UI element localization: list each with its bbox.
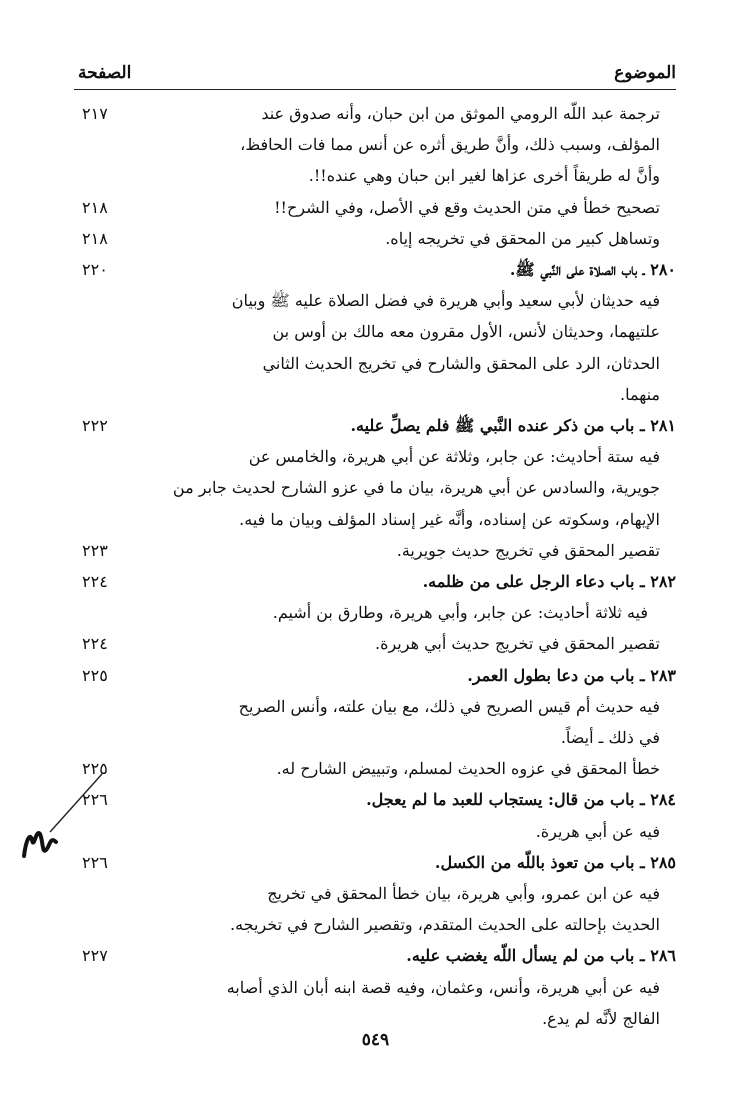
entry-text: فيه عن أبي هريرة. bbox=[535, 821, 660, 841]
page-column-header: الصفحة bbox=[78, 63, 132, 83]
table-of-contents-header bbox=[74, 55, 676, 90]
entry-text: تقصير المحقق في تخريج حديث جويرية. bbox=[396, 540, 660, 560]
entry-text: ٢٨٦ ـ باب من لم يسأل اللّه يغضب عليه. bbox=[406, 946, 676, 966]
topic-column-header: الموضوع bbox=[614, 63, 676, 83]
entry-line bbox=[74, 691, 676, 722]
entry-line bbox=[74, 192, 676, 223]
chapter-entry bbox=[74, 660, 676, 691]
entry-text: تقصير المحقق في تخريج حديث أبي هريرة. bbox=[374, 634, 660, 654]
entry-text: ٢٨١ ـ باب من ذكر عنده النَّبي ﷺ فلم يصلِّ عليه. bbox=[350, 416, 676, 435]
entry-text: فيه ثلاثة أحاديث: عن جابر، وأبي هريرة، وطارق بن أشيم. bbox=[272, 603, 648, 623]
entry-page-number: ٢٢٧ bbox=[82, 946, 108, 966]
entry-line bbox=[74, 909, 676, 940]
entry-text: وتساهل كبير من المحقق في تخريجه إياه. bbox=[385, 228, 660, 248]
entry-text: الحديث بإحالته على الحديث المتقدم، وتقصير الشارح في تخريجه. bbox=[230, 915, 660, 935]
entry-line bbox=[74, 129, 676, 160]
entry-page-number: ٢٢٥ bbox=[82, 759, 108, 779]
entry-text: خطأ المحقق في عزوه الحديث لمسلم، وتبييض الشارح له. bbox=[276, 759, 660, 779]
entry-line bbox=[74, 379, 676, 410]
entry-line bbox=[74, 972, 676, 1003]
entry-line bbox=[74, 316, 676, 347]
entry-text: ٢٨٠ ـ باب الصلاة على النَّبي ﷺ. bbox=[509, 260, 676, 279]
chapter-entry bbox=[74, 254, 676, 285]
entry-text: الإيهام، وسكوته عن إسناده، وأنَّه غير إسناد المؤلف وبيان ما فيه. bbox=[239, 509, 660, 529]
entry-line bbox=[74, 597, 676, 628]
entry-line bbox=[74, 816, 676, 847]
entry-text: الفالج لأنَّه لم يدع. bbox=[542, 1008, 660, 1028]
entry-page-number: ٢١٨ bbox=[82, 197, 108, 217]
page-number: ٥٤٩ bbox=[361, 1030, 390, 1050]
entry-text: ٢٨٣ ـ باب من دعا بطول العمر. bbox=[467, 665, 676, 685]
entry-text: علتيهما، وحديثان لأنس، الأول مقرون معه مالك بن أوس بن bbox=[272, 322, 660, 342]
entry-text: ٢٨٤ ـ باب من قال: يستجاب للعبد ما لم يعجل. bbox=[366, 790, 676, 810]
entry-line bbox=[74, 285, 676, 316]
entry-page-number: ٢٢٠ bbox=[82, 260, 108, 279]
entry-text: فيه حديثان لأبي سعيد وأبي هريرة في فضل الصلاة عليه ﷺ وبيان bbox=[231, 291, 660, 311]
chapter-entry bbox=[74, 566, 676, 597]
entry-text: فيه عن أبي هريرة، وأنس، وعثمان، وفيه قصة ابنه أبان الذي أصابه bbox=[226, 977, 660, 997]
entry-text: جويرية، والسادس عن أبي هريرة، بيان ما في عزو الشارح لحديث جابر من bbox=[172, 478, 660, 498]
entry-line bbox=[74, 223, 676, 254]
entry-text: منهما. bbox=[620, 384, 660, 404]
entry-page-number: ٢٢٢ bbox=[82, 416, 108, 435]
entry-text: فيه حديث أم قيس الصريح في ذلك، مع بيان علته، وأنس الصريح bbox=[238, 696, 660, 716]
entry-line bbox=[74, 535, 676, 566]
chapter-entry bbox=[74, 847, 676, 878]
entry-page-number: ٢١٧ bbox=[82, 104, 108, 123]
entry-text: ٢٨٥ ـ باب من تعوذ باللّه من الكسل. bbox=[434, 852, 676, 872]
entry-line bbox=[74, 628, 676, 659]
entry-line bbox=[74, 722, 676, 753]
entry-page-number: ٢٢٣ bbox=[82, 540, 108, 560]
entry-page-number: ٢١٨ bbox=[82, 228, 108, 248]
entry-page-number: ٢٢٥ bbox=[82, 665, 108, 685]
chapter-entry bbox=[74, 940, 676, 971]
entry-page-number: ٢٢٤ bbox=[82, 634, 108, 654]
chapter-entry bbox=[74, 784, 676, 815]
entry-text: ٢٨٢ ـ باب دعاء الرجل على من ظلمه. bbox=[422, 572, 676, 591]
chapter-entry bbox=[74, 410, 676, 441]
entry-text: فيه عن ابن عمرو، وأبي هريرة، بيان خطأ المحقق في تخريج bbox=[267, 884, 660, 903]
entry-line bbox=[74, 472, 676, 503]
handwritten-mark bbox=[10, 770, 110, 870]
entry-line bbox=[74, 160, 676, 191]
entry-text: المؤلف، وسبب ذلك، وأنَّ طريق أثره عن أنس مما فات الحافظ، bbox=[240, 135, 660, 155]
entry-line bbox=[74, 504, 676, 535]
entry-line bbox=[74, 753, 676, 784]
entry-line bbox=[74, 878, 676, 909]
entry-text: فيه ستة أحاديث: عن جابر، وثلاثة عن أبي هريرة، والخامس عن bbox=[248, 447, 660, 467]
entry-text: تصحيح خطأ في متن الحديث وقع في الأصل، وفي الشرح!! bbox=[274, 197, 660, 217]
entry-text: في ذلك ـ أيضاً. bbox=[560, 728, 660, 747]
entry-page-number: ٢٢٤ bbox=[82, 572, 108, 591]
entry-text: وأنَّ له طريقاً أخرى عزاها لغير ابن حبان وهي عنده!!. bbox=[308, 166, 660, 186]
entry-page-number: ٢٢٦ bbox=[82, 790, 108, 810]
entry-line bbox=[74, 441, 676, 472]
entry-text: ترجمة عبد اللّه الرومي الموثق من ابن حبان، وأنه صدوق عند bbox=[261, 104, 660, 123]
entry-page-number: ٢٢٦ bbox=[82, 852, 108, 872]
entry-line bbox=[74, 348, 676, 379]
entry-text: الحدثان، الرد على المحقق والشارح في تخريج الحديث الثاني bbox=[262, 353, 660, 373]
entry-line bbox=[74, 98, 676, 129]
